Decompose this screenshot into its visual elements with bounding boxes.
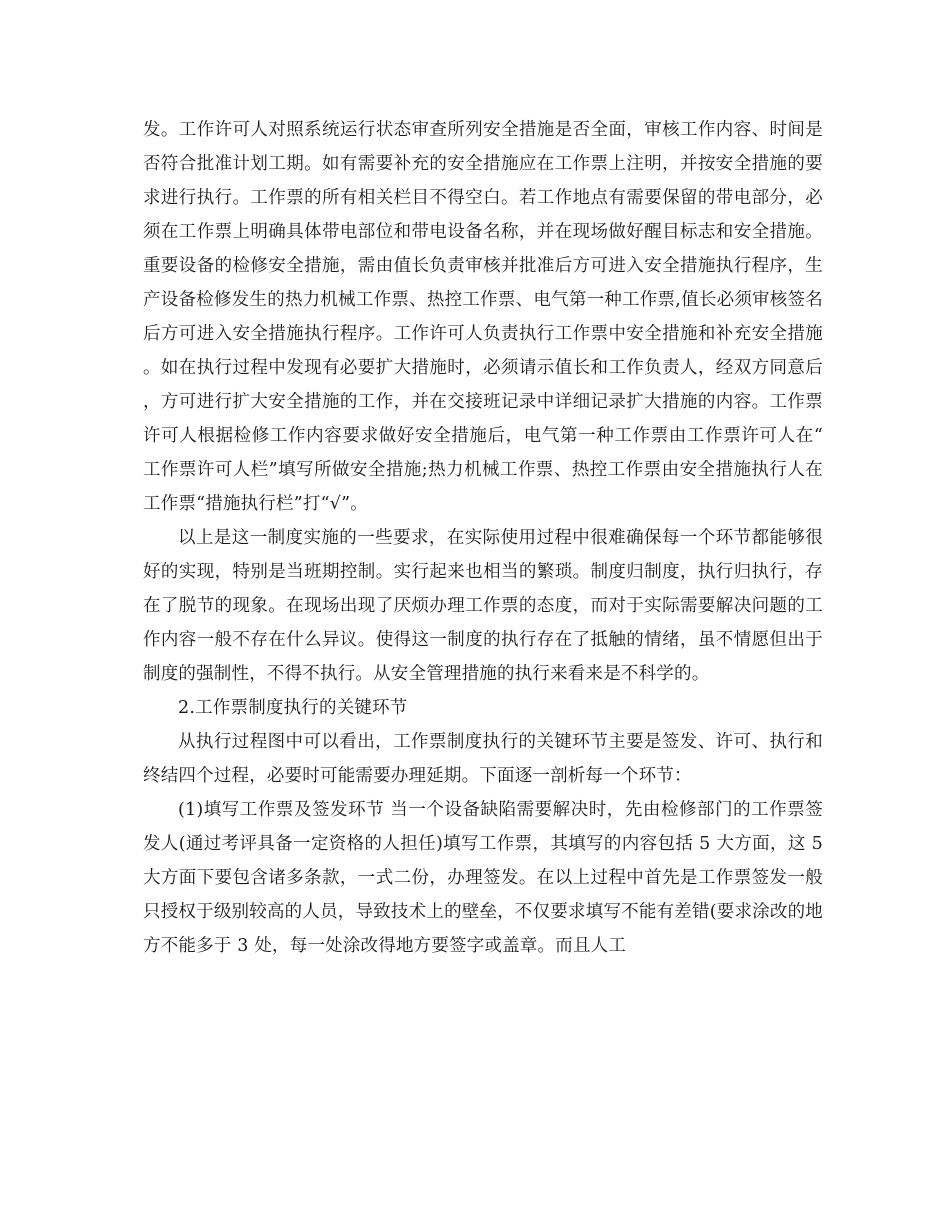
- paragraph-key-links-overview: 从执行过程图中可以看出，工作票制度执行的关键环节主要是签发、许可、执行和终结四个过程，必要时可能需要办理延期。下面逐一剖析每一个环节：: [143, 732, 823, 786]
- paragraph-fill-and-issue-step: (1)填写工作票及签发环节 当一个设备缺陷需要解决时，先由检修部门的工作票签发人(通过考评具备一定资格的人担任)填写工作票，其填写的内容包括 5 大方面，这 5 大方面下要包含诸多条款，一式二份，办理签发。在以上过程中首先是工作票签发一般只授权于级别较高的人员，导致技术上的壁垒，不仅要求填写不能有差错(要求涂改的地方不能多于 3 处，每一处涂改得地方要签字或盖章。而且人工: [143, 800, 823, 956]
- paragraph-work-permit-procedure: 发。工作许可人对照系统运行状态审查所列安全措施是否全面，审核工作内容、时间是否符合批准计划工期。如有需要补充的安全措施应在工作票上注明，并按安全措施的要求进行执行。工作票的所有相关栏目不得空白。若工作地点有需要保留的带电部分，必须在工作票上明确具体带电部位和带电设备名称，并在现场做好醒目标志和安全措施。重要设备的检修安全措施，需由值长负责审核并批准后方可进入安全措施执行程序，生产设备检修发生的热力机械工作票、热控工作票、电气第一种工作票,值长必须审核签名后方可进入安全措施执行程序。工作许可人负责执行工作票中安全措施和补充安全措施。如在执行过程中发现有必要扩大措施时，必须请示值长和工作负责人，经双方同意后，方可进行扩大安全措施的工作，并在交接班记录中详细记录扩大措施的内容。工作票许可人根据检修工作内容要求做好安全措施后，电气第一种工作票由工作票许可人在“工作票许可人栏”填写所做安全措施;热力机械工作票、热控工作票由安全措施执行人在工作票“措施执行栏”打“√”。: [143, 120, 823, 514]
- section-heading-key-links: 2.工作票制度执行的关键环节: [178, 698, 408, 718]
- document-body: [143, 113, 823, 963]
- paragraph-implementation-issues: 以上是这一制度实施的一些要求，在实际使用过程中很难确保每一个环节都能够很好的实现，特别是当班期控制。实行起来也相当的繁琐。制度归制度，执行归执行，存在了脱节的现象。在现场出现了厌烦办理工作票的态度，而对于实际需要解决问题的工作内容一般不存在什么异议。使得这一制度的执行存在了抵触的情绪，虽不情愿但出于制度的强制性，不得不执行。从安全管理措施的执行来看来是不科学的。: [143, 528, 823, 684]
